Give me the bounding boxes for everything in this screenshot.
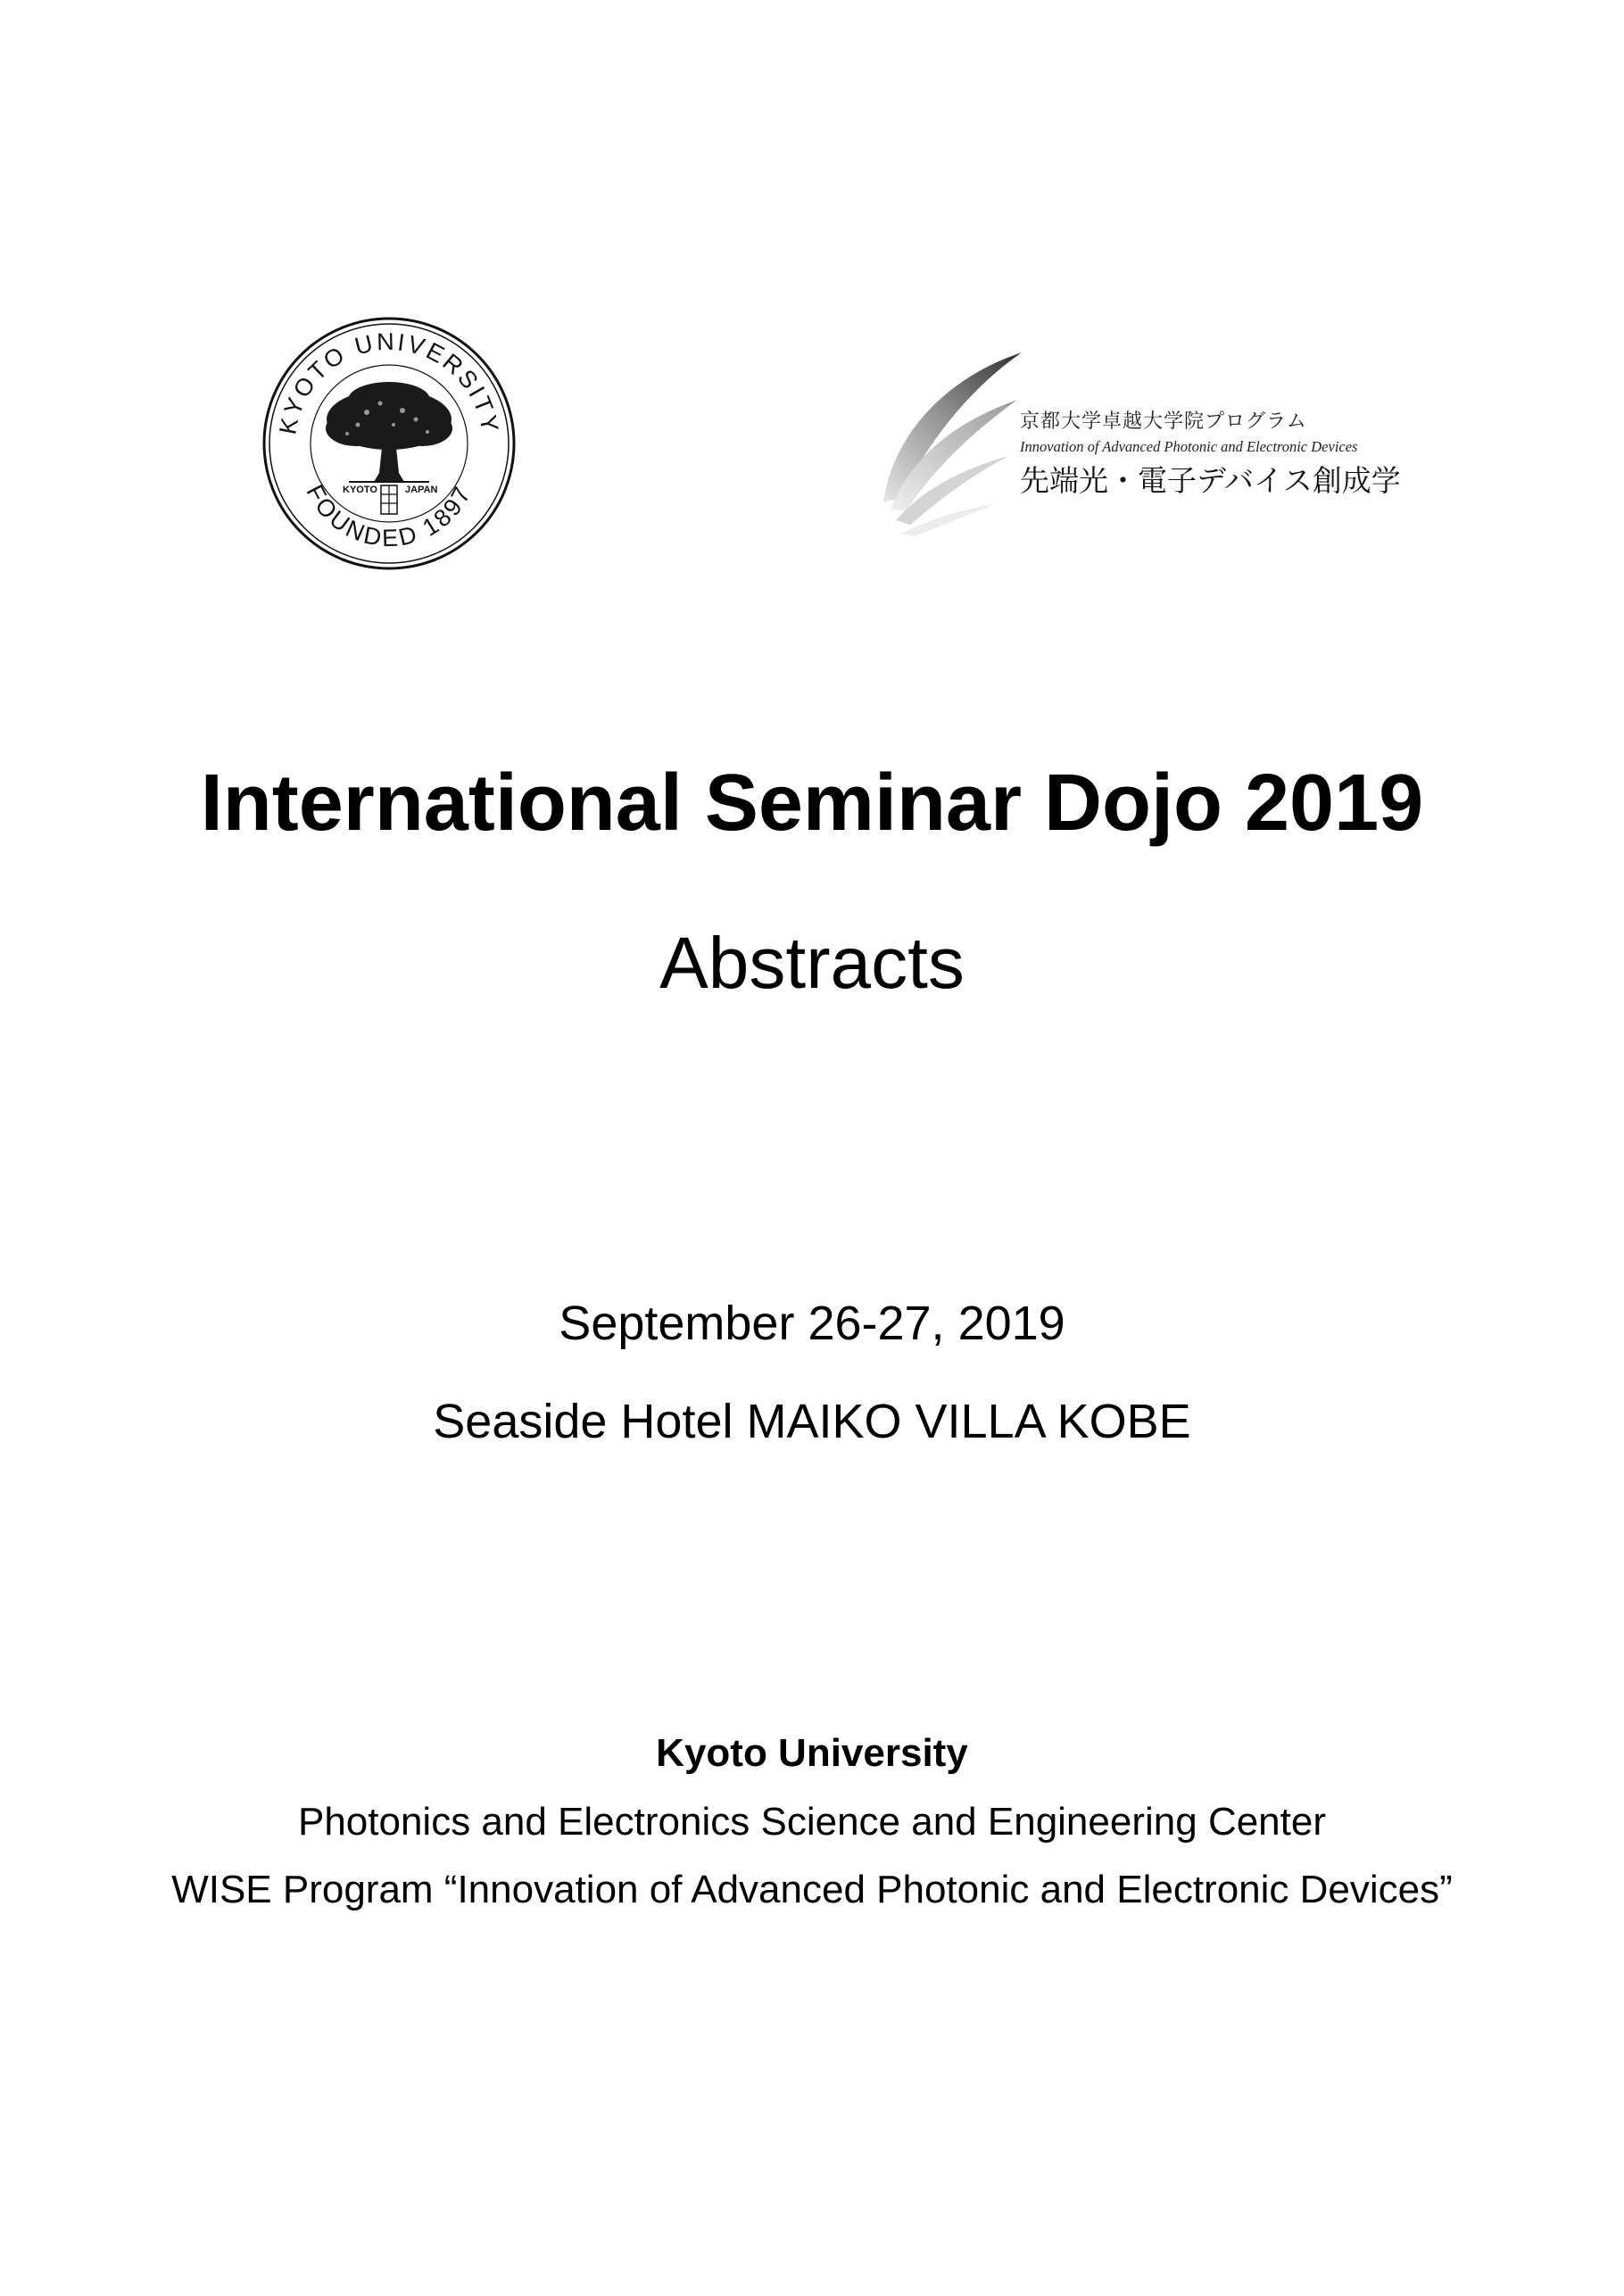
svg-text:FOUNDED 1897: FOUNDED 1897 xyxy=(301,480,477,552)
svg-text:JAPAN: JAPAN xyxy=(405,485,438,495)
wise-program-logo xyxy=(874,351,1410,538)
program-name: WISE Program “Innovation of Advanced Photonic and Electronic Devices” xyxy=(171,1868,1453,1911)
svg-text:KYOTO: KYOTO xyxy=(343,485,377,495)
event-date: September 26-27, 2019 xyxy=(559,1297,1065,1350)
wing-emblem-icon xyxy=(874,351,1026,538)
svg-text:KYOTO UNIVERSITY: KYOTO UNIVERSITY xyxy=(274,327,504,437)
program-japanese-title: 先端光・電子デバイス創成学 xyxy=(1020,463,1401,498)
document-subtitle: Abstracts xyxy=(659,923,965,1004)
kyoto-university-seal-logo xyxy=(260,314,518,573)
document-title: International Seminar Dojo 2019 xyxy=(200,758,1424,848)
program-japanese-label: 京都大学卓越大学院プログラム xyxy=(1020,410,1307,433)
department-name: Photonics and Electronics Science and Engineering Center xyxy=(297,1800,1327,1844)
program-english-subtitle: Innovation of Advanced Photonic and Electronic Devices xyxy=(1020,438,1358,455)
organization-name: Kyoto University xyxy=(656,1731,968,1775)
event-venue: Seaside Hotel MAIKO VILLA KOBE xyxy=(433,1395,1191,1448)
